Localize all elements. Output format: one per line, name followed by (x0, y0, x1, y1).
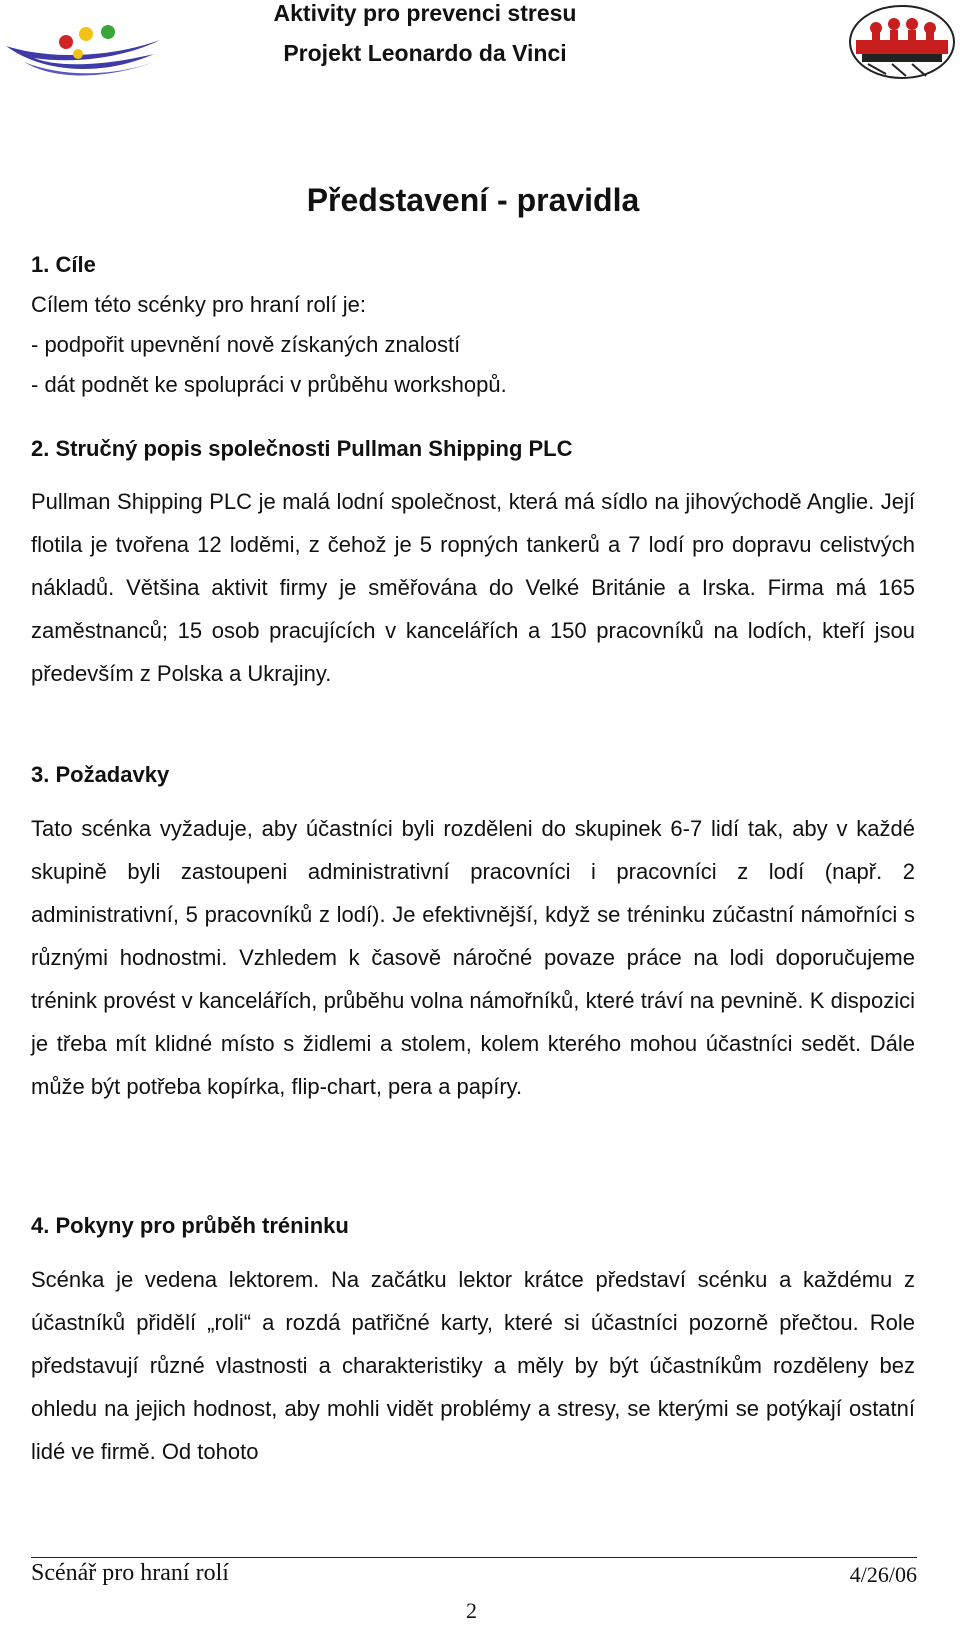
section-2-heading: 2. Stručný popis společnosti Pullman Shipping PLC (31, 436, 573, 461)
section-1-line-2: - podpořit upevnění nově získaných znalostí (31, 332, 461, 357)
header-project-name: Projekt Leonardo da Vinci (283, 40, 567, 66)
section-4-heading: 4. Pokyny pro průběh tréninku (31, 1213, 349, 1238)
section-1-line-1: Cílem této scénky pro hraní rolí je: (31, 292, 367, 317)
section-1-line-3: - dát podnět ke spolupráci v průběhu workshopů. (31, 372, 507, 397)
leonardo-program-logo-icon (4, 18, 164, 84)
page-number: 2 (466, 1598, 477, 1623)
section-4-paragraph: Scénka je vedena lektorem. Na začátku lektor krátce představí scénku a každému z účastníků přidělí „roli“ a rozdá patřičné karty, které si účastníci pozorně přečtou. Role představují různé vlastnosti a charakteristiky a měly by být účastníkům rozděleny bez ohledu na jejich hodnost, aby mohli vidět problémy a stresy, se kterými se potýkají ostatní lidé ve firmě. Od tohoto (31, 1267, 915, 1464)
document-title: Představení - pravidla (306, 182, 640, 218)
footer-divider (31, 1557, 917, 1558)
header-project-subtitle: Aktivity pro prevenci stresu (273, 0, 577, 26)
section-3-heading: 3. Požadavky (31, 762, 170, 787)
section-3-paragraph: Tato scénka vyžaduje, aby účastníci byli rozděleni do skupinek 6-7 lidí tak, aby v každé skupině byli zastoupeni administrativní pracovníci i pracovníci z lodí (např. 2 administrativní, 5 pracovníků z lodí). Je efektivnější, když se tréninku zúčastní námořníci s různými hodnostmi. Vzhledem k časově náročné povaze práce na lodi doporučujeme trénink provést v kancelářích, průběhu volna námořníků, které tráví na pevnině. K dispozici je třeba mít klidné místo s židlemi a stolem, kolem kterého mohou účastníci sedět. Dále může být potřeba kopírka, flip-chart, pera a papíry. (31, 816, 915, 1099)
section-2-paragraph: Pullman Shipping PLC je malá lodní společnost, která má sídlo na jihovýchodě Anglie. Její flotila je tvořena 12 loděmi, z čehož je 5 ropných tankerů a 7 lodí pro dopravu celistvých nákladů. Většina aktivit firmy je směřována do Velké Británie a Irska. Firma má 165 zaměstnanců; 15 osob pracujících v kancelářích a 150 pracovníků na lodích, kteří jsou především z Polska a Ukrajiny. (31, 489, 915, 686)
footer-date: 4/26/06 (849, 1562, 917, 1587)
section-1-heading: 1. Cíle (31, 252, 96, 277)
footer-document-name: Scénář pro hraní rolí (31, 1560, 229, 1586)
rowing-crew-logo-icon (846, 2, 958, 82)
